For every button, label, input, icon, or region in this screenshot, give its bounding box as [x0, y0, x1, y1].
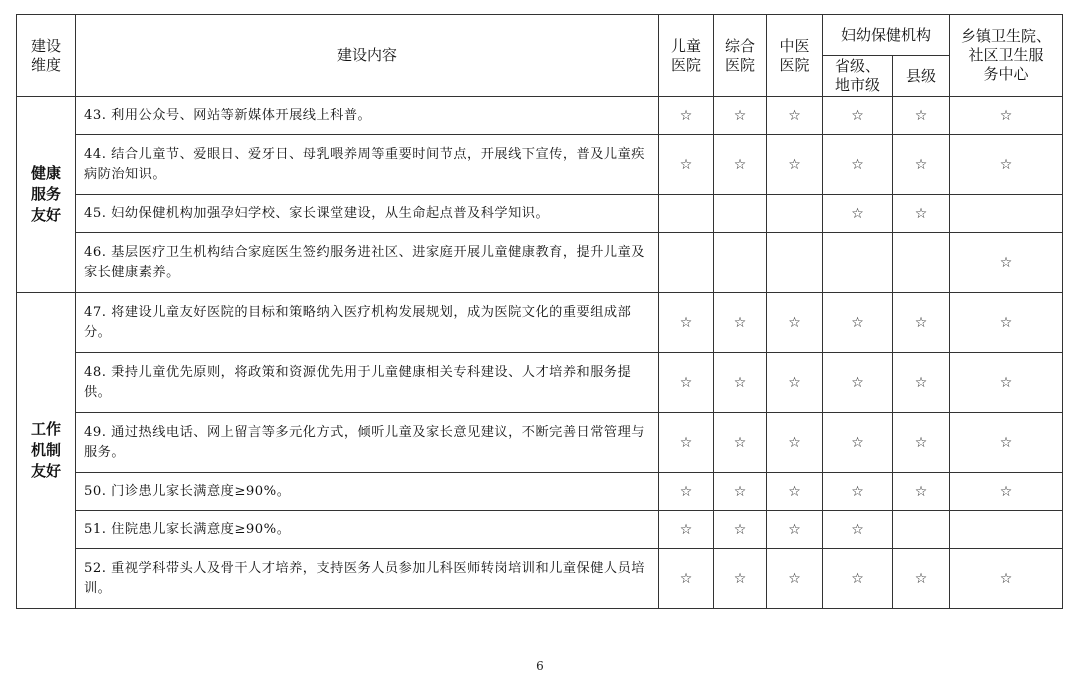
star-mark — [659, 195, 714, 233]
star-mark — [659, 233, 714, 293]
star-mark: ☆ — [893, 97, 950, 135]
star-mark: ☆ — [714, 353, 767, 413]
star-mark: ☆ — [659, 293, 714, 353]
star-mark: ☆ — [950, 413, 1063, 473]
star-mark — [767, 233, 823, 293]
header-mch-institution: 妇幼保健机构 — [823, 15, 950, 56]
star-mark — [950, 511, 1063, 549]
star-mark — [714, 195, 767, 233]
star-mark: ☆ — [950, 293, 1063, 353]
star-mark: ☆ — [950, 97, 1063, 135]
star-mark: ☆ — [767, 473, 823, 511]
header-content: 建设内容 — [76, 15, 659, 97]
content-cell: 51. 住院患儿家长满意度≥90%。 — [76, 511, 659, 549]
star-mark: ☆ — [893, 353, 950, 413]
star-mark: ☆ — [714, 97, 767, 135]
star-mark: ☆ — [714, 413, 767, 473]
star-mark: ☆ — [659, 413, 714, 473]
star-mark: ☆ — [893, 549, 950, 609]
header-general-hospital: 综合 医院 — [714, 15, 767, 97]
table-row — [17, 353, 1063, 413]
star-mark: ☆ — [823, 97, 893, 135]
table-row — [17, 135, 1063, 195]
star-mark: ☆ — [950, 135, 1063, 195]
header-row-top — [17, 15, 1063, 56]
star-mark: ☆ — [714, 473, 767, 511]
star-mark: ☆ — [714, 135, 767, 195]
star-mark: ☆ — [714, 293, 767, 353]
standards-table — [16, 14, 1063, 609]
star-mark: ☆ — [767, 549, 823, 609]
star-mark — [823, 233, 893, 293]
header-mch-provincial: 省级、 地市级 — [823, 56, 893, 97]
content-cell: 49. 通过热线电话、网上留言等多元化方式，倾听儿童及家长意见建议，不断完善日常管理与服务。 — [76, 413, 659, 473]
star-mark: ☆ — [893, 195, 950, 233]
table-row — [17, 473, 1063, 511]
star-mark — [893, 233, 950, 293]
content-cell: 52. 重视学科带头人及骨干人才培养，支持医务人员参加儿科医师转岗培训和儿童保健人员培训。 — [76, 549, 659, 609]
content-cell: 44. 结合儿童节、爱眼日、爱牙日、母乳喂养周等重要时间节点，开展线下宣传，普及儿童疾病防治知识。 — [76, 135, 659, 195]
star-mark: ☆ — [823, 473, 893, 511]
table-row — [17, 293, 1063, 353]
content-cell: 48. 秉持儿童优先原则，将政策和资源优先用于儿童健康相关专科建设、人才培养和服务提供。 — [76, 353, 659, 413]
star-mark: ☆ — [823, 135, 893, 195]
table-row — [17, 511, 1063, 549]
star-mark: ☆ — [767, 511, 823, 549]
star-mark — [714, 233, 767, 293]
star-mark: ☆ — [714, 549, 767, 609]
star-mark: ☆ — [823, 293, 893, 353]
table-row — [17, 549, 1063, 609]
star-mark: ☆ — [659, 549, 714, 609]
header-tcm-hospital: 中医 医院 — [767, 15, 823, 97]
star-mark: ☆ — [714, 511, 767, 549]
star-mark: ☆ — [767, 97, 823, 135]
content-cell: 43. 利用公众号、网站等新媒体开展线上科普。 — [76, 97, 659, 135]
star-mark: ☆ — [767, 353, 823, 413]
table-row — [17, 97, 1063, 135]
dimension-cell: 健康 服务 友好 — [17, 97, 76, 293]
star-mark: ☆ — [950, 233, 1063, 293]
star-mark: ☆ — [659, 135, 714, 195]
page-number: 6 — [536, 659, 544, 673]
header-township: 乡镇卫生院、 社区卫生服 务中心 — [950, 15, 1063, 97]
star-mark: ☆ — [893, 413, 950, 473]
star-mark: ☆ — [823, 549, 893, 609]
star-mark: ☆ — [893, 473, 950, 511]
star-mark: ☆ — [659, 511, 714, 549]
star-mark: ☆ — [950, 473, 1063, 511]
star-mark: ☆ — [659, 473, 714, 511]
star-mark: ☆ — [893, 293, 950, 353]
table-row — [17, 233, 1063, 293]
star-mark: ☆ — [767, 413, 823, 473]
table-row — [17, 195, 1063, 233]
table-row — [17, 413, 1063, 473]
header-childrens-hospital: 儿童 医院 — [659, 15, 714, 97]
dimension-cell: 工作 机制 友好 — [17, 293, 76, 609]
content-cell: 45. 妇幼保健机构加强孕妇学校、家长课堂建设，从生命起点普及科学知识。 — [76, 195, 659, 233]
content-cell: 50. 门诊患儿家长满意度≥90%。 — [76, 473, 659, 511]
star-mark: ☆ — [767, 293, 823, 353]
content-cell: 46. 基层医疗卫生机构结合家庭医生签约服务进社区、进家庭开展儿童健康教育，提升儿童及家长健康素养。 — [76, 233, 659, 293]
header-dimension: 建设 维度 — [17, 15, 76, 97]
star-mark: ☆ — [823, 353, 893, 413]
star-mark: ☆ — [767, 135, 823, 195]
star-mark: ☆ — [823, 195, 893, 233]
star-mark: ☆ — [659, 353, 714, 413]
star-mark — [767, 195, 823, 233]
star-mark: ☆ — [893, 135, 950, 195]
star-mark — [950, 195, 1063, 233]
star-mark: ☆ — [823, 511, 893, 549]
header-mch-county: 县级 — [893, 56, 950, 97]
star-mark: ☆ — [950, 353, 1063, 413]
star-mark: ☆ — [950, 549, 1063, 609]
content-cell: 47. 将建设儿童友好医院的目标和策略纳入医疗机构发展规划，成为医院文化的重要组成部分。 — [76, 293, 659, 353]
star-mark: ☆ — [659, 97, 714, 135]
star-mark: ☆ — [823, 413, 893, 473]
star-mark — [893, 511, 950, 549]
